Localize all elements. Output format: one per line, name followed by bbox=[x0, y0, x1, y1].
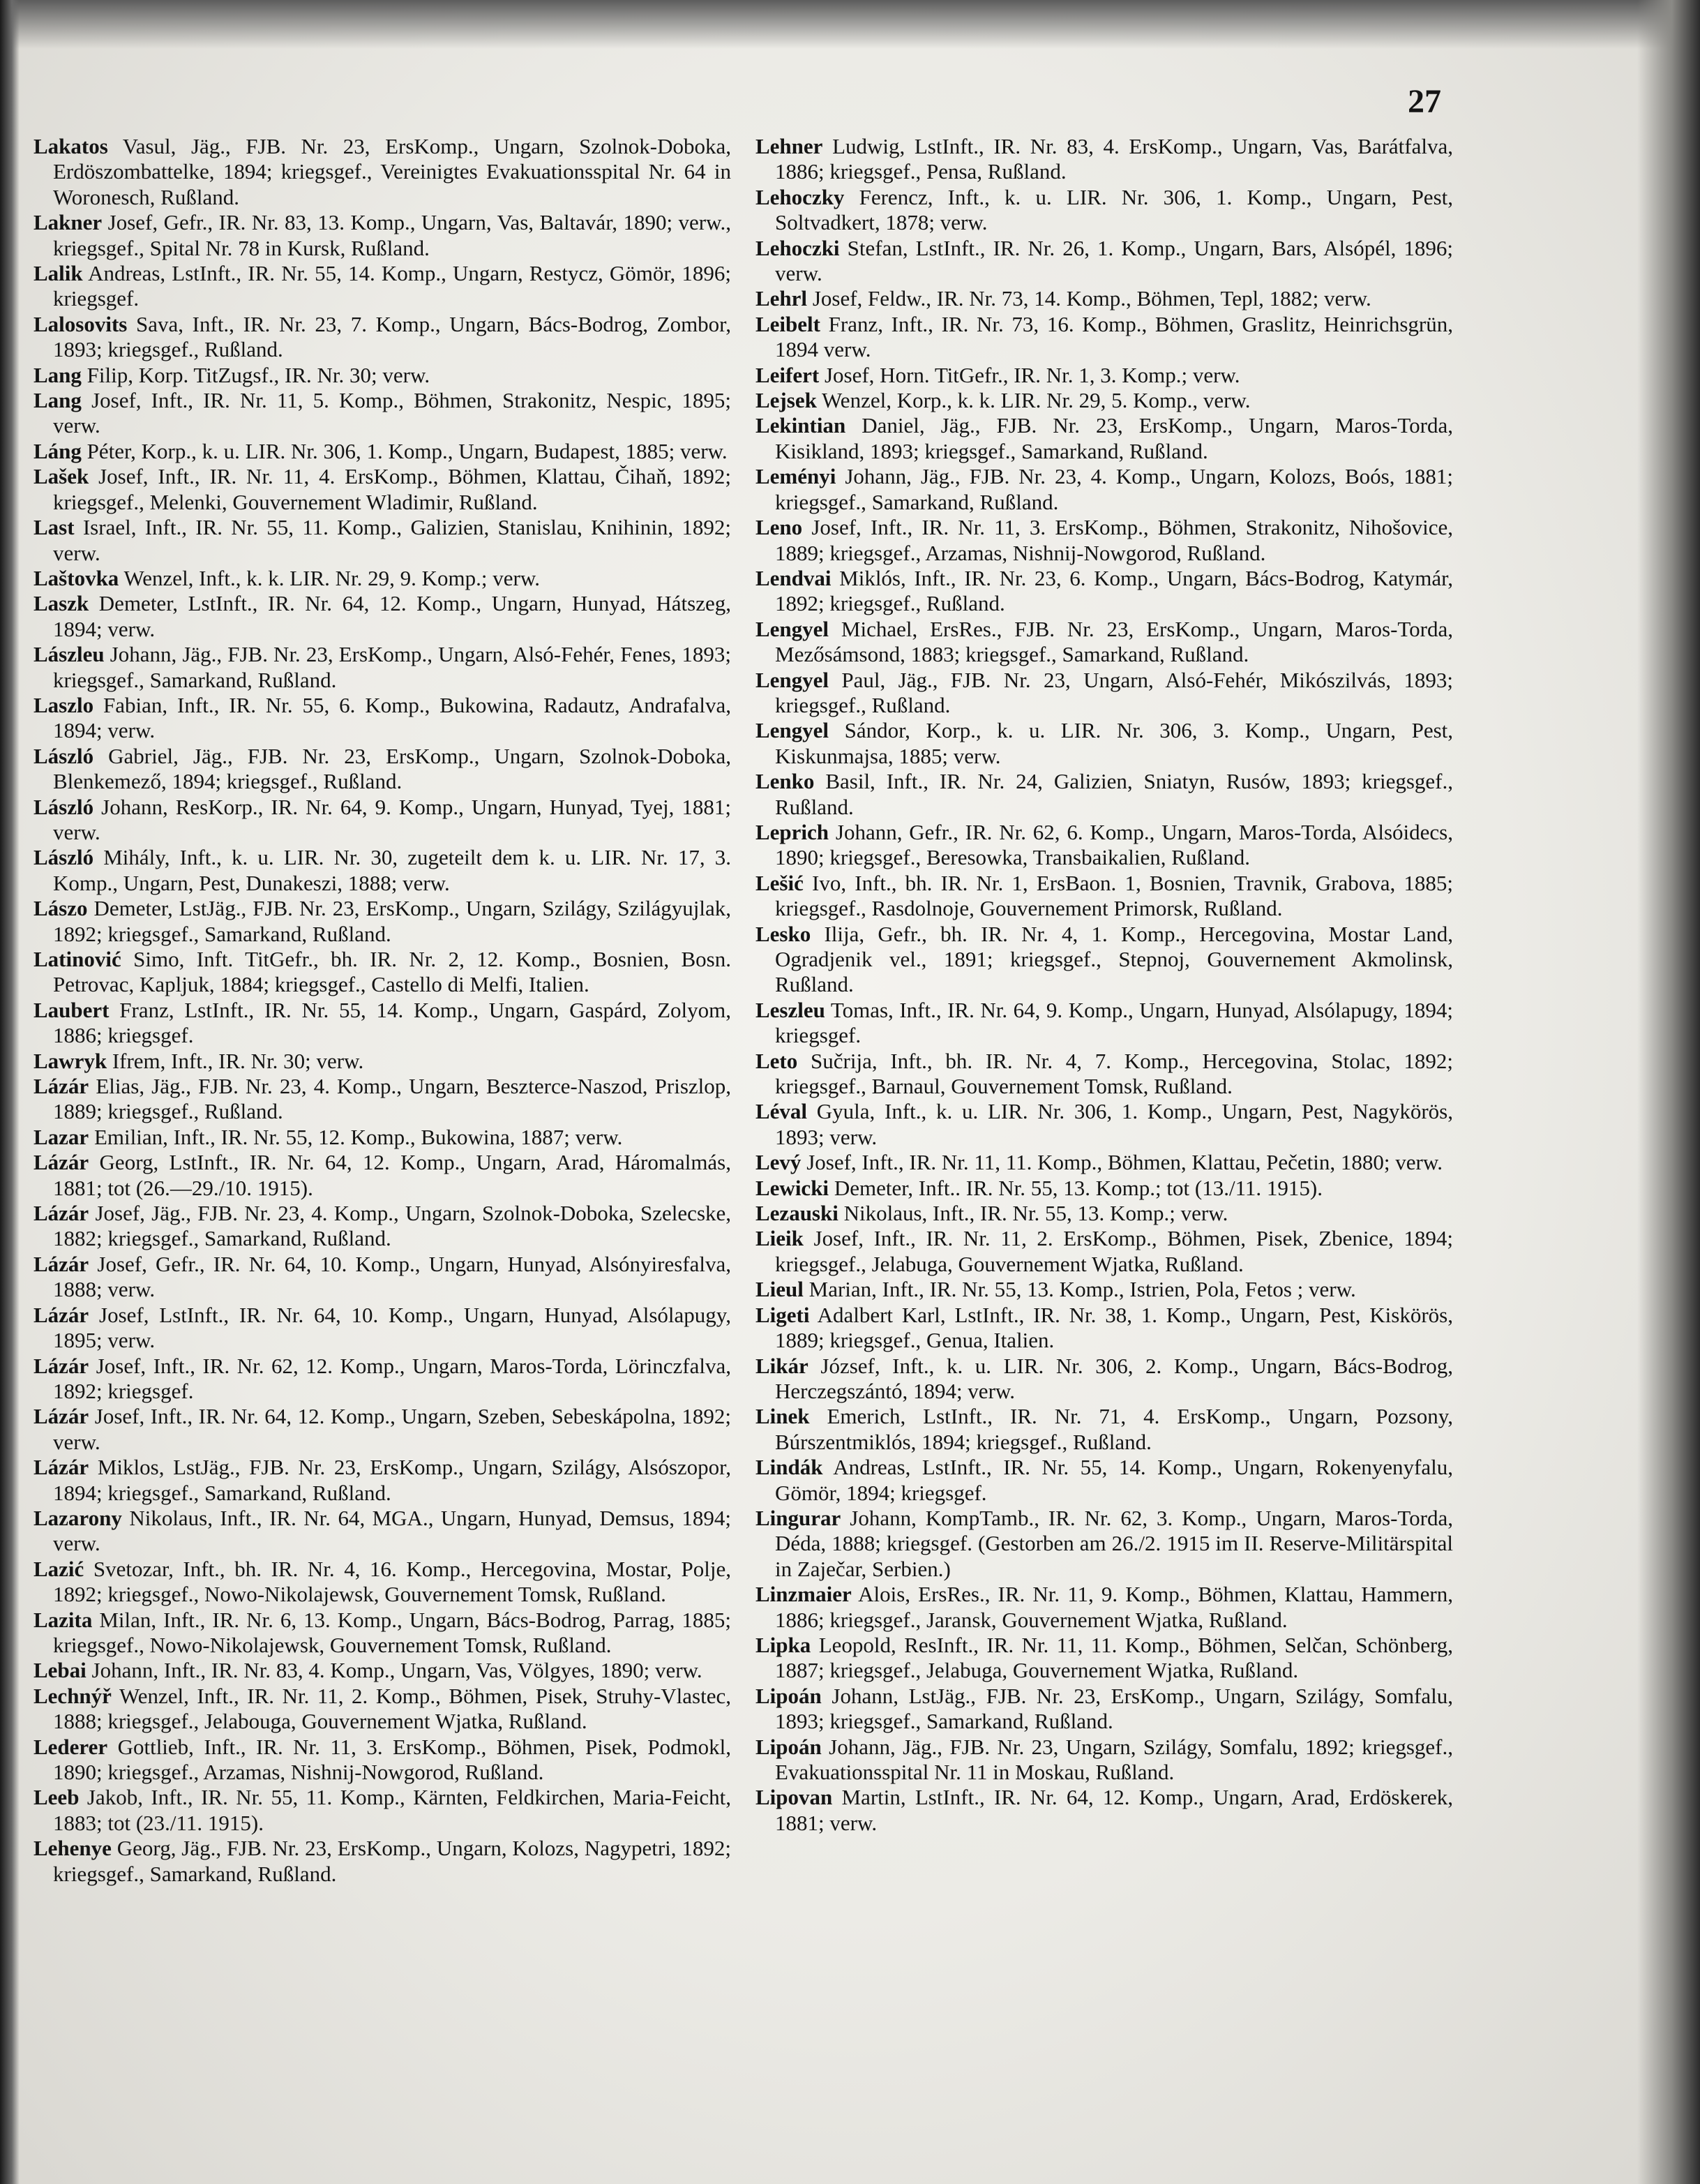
entry-details: Nikolaus, Inft., IR. Nr. 64, MGA., Ungarn, Hunyad, Demsus, 1894; verw. bbox=[53, 1505, 731, 1556]
entry-details: Georg, LstInft., IR. Nr. 64, 12. Komp., Ungarn, Arad, Háromalmás, 1881; tot (26.—29./10. 1915). bbox=[53, 1150, 731, 1200]
entry-surname: Lázár bbox=[33, 1201, 89, 1226]
entry-details: Josef, Inft., IR. Nr. 64, 12. Komp., Ungarn, Szeben, Sebeskápolna, 1892; verw. bbox=[53, 1404, 732, 1454]
entry-surname: Lederer bbox=[33, 1734, 108, 1759]
entry-details: Jakob, Inft., IR. Nr. 55, 11. Komp., Kärnten, Feldkirchen, Maria-Feicht, 1883; tot (23./11. 1915). bbox=[53, 1785, 732, 1835]
scan-shadow-top bbox=[0, 0, 1700, 49]
entry-details: Adalbert Karl, LstInft., IR. Nr. 38, 1. Komp., Ungarn, Pest, Kiskörös, 1889; kriegsgef., Genua, Italien. bbox=[775, 1302, 1453, 1353]
casualty-entry bbox=[33, 642, 731, 693]
casualty-entry bbox=[33, 896, 731, 947]
casualty-entry bbox=[33, 1303, 731, 1354]
casualty-entry bbox=[755, 134, 1453, 185]
entry-surname: Linek bbox=[755, 1404, 810, 1429]
entry-surname: Leszleu bbox=[755, 997, 825, 1022]
entry-surname: Lawryk bbox=[33, 1048, 107, 1073]
casualty-entry bbox=[33, 1557, 731, 1608]
entry-details: Andreas, LstInft., IR. Nr. 55, 14. Komp., Ungarn, Restycz, Gömör, 1896; kriegsgef. bbox=[53, 261, 731, 311]
casualty-entry bbox=[33, 210, 731, 261]
entry-surname: Lehoczki bbox=[755, 235, 840, 260]
entry-surname: Lázár bbox=[33, 1074, 89, 1099]
entry-details: Johann, ResKorp., IR. Nr. 64, 9. Komp., Ungarn, Hunyad, Tyej, 1881; verw. bbox=[53, 794, 732, 844]
entry-surname: Láng bbox=[33, 438, 82, 463]
entry-surname: László bbox=[33, 845, 94, 870]
entry-details: Josef, Inft., IR. Nr. 11, 4. ErsKomp., Böhmen, Klattau, Čihaň, 1892; kriegsgef., Melenki, Gouvernement Wladimir, Rußland. bbox=[53, 464, 732, 514]
casualty-entry bbox=[755, 1201, 1453, 1226]
casualty-entry bbox=[755, 1785, 1453, 1836]
entry-surname: Lieik bbox=[755, 1226, 804, 1251]
entry-details: Simo, Inft. TitGefr., bh. IR. Nr. 2, 12. Komp., Bosnien, Bosn. Petrovac, Kapljuk, 1884; kriegsgef., Castello di Melfi, Italien. bbox=[53, 947, 731, 997]
entry-details: Johann, KompTamb., IR. Nr. 62, 3. Komp., Ungarn, Maros-Torda, Déda, 1888; kriegsgef. (Gestorben am 26./2. 1915 im II. Reserve-Militärspital in Zaječar, Serbien.) bbox=[775, 1505, 1454, 1581]
entry-details: Josef, Feldw., IR. Nr. 73, 14. Komp., Böhmen, Tepl, 1882; verw. bbox=[812, 286, 1371, 311]
entry-details: Josef, Inft., IR. Nr. 11, 5. Komp., Böhmen, Strakonitz, Nespic, 1895; verw. bbox=[53, 388, 732, 438]
entry-surname: Laszlo bbox=[33, 692, 94, 717]
entry-surname: Leno bbox=[755, 515, 803, 540]
casualty-entry bbox=[755, 871, 1453, 922]
entry-details: Daniel, Jäg., FJB. Nr. 23, ErsKomp., Ungarn, Maros-Torda, Kisikland, 1893; kriegsgef., Samarkand, Rußland. bbox=[775, 413, 1454, 463]
casualty-entry bbox=[755, 1150, 1453, 1175]
entry-details: Alois, ErsRes., IR. Nr. 11, 9. Komp., Böhmen, Klattau, Hammern, 1886; kriegsgef., Jaransk, Gouvernement Wjatka, Rußland. bbox=[775, 1582, 1453, 1632]
casualty-entry bbox=[33, 1252, 731, 1303]
entry-details: Josef, Gefr., IR. Nr. 64, 10. Komp., Ungarn, Hunyad, Alsónyiresfalva, 1888; verw. bbox=[53, 1251, 731, 1302]
entry-details: Leopold, ResInft., IR. Nr. 11, 11. Komp., Böhmen, Selčan, Schönberg, 1887; kriegsgef., Jelabuga, Gouvernement Wjatka, Rußland. bbox=[775, 1632, 1453, 1683]
casualty-entry bbox=[33, 1455, 731, 1506]
entry-surname: Lieul bbox=[755, 1277, 804, 1302]
entry-surname: Lázár bbox=[33, 1404, 89, 1429]
casualty-entry bbox=[755, 363, 1453, 388]
casualty-entry bbox=[755, 718, 1453, 769]
entry-details: Demeter, LstInft., IR. Nr. 64, 12. Komp., Ungarn, Hunyad, Hátszeg, 1894; verw. bbox=[53, 591, 731, 641]
right-column bbox=[755, 134, 1453, 1836]
casualty-entry bbox=[755, 1049, 1453, 1100]
entry-details: Andreas, LstInft., IR. Nr. 55, 14. Komp., Ungarn, Rokenyenyfalu, Gömör, 1894; kriegsgef. bbox=[775, 1455, 1453, 1505]
entry-details: Johann, Jäg., FJB. Nr. 23, ErsKomp., Ungarn, Alsó-Fehér, Fenes, 1893; kriegsgef., Samarkand, Rußland. bbox=[53, 642, 732, 692]
casualty-entry bbox=[33, 1404, 731, 1455]
casualty-entry bbox=[33, 845, 731, 896]
casualty-entry bbox=[33, 998, 731, 1049]
entry-details: Sava, Inft., IR. Nr. 23, 7. Komp., Ungarn, Bács-Bodrog, Zombor, 1893; kriegsgef., Rußland. bbox=[53, 311, 732, 362]
entry-details: Josef, Jäg., FJB. Nr. 23, 4. Komp., Ungarn, Szolnok-Doboka, Szelecske, 1882; kriegsgef., Samarkand, Rußland. bbox=[53, 1201, 732, 1251]
entry-surname: Levý bbox=[755, 1150, 802, 1175]
casualty-entry bbox=[33, 312, 731, 363]
casualty-entry bbox=[33, 464, 731, 515]
entry-surname: Lang bbox=[33, 388, 82, 413]
casualty-entry bbox=[755, 388, 1453, 413]
entry-surname: Lang bbox=[33, 362, 82, 387]
casualty-entry bbox=[755, 464, 1453, 515]
entry-surname: Lazita bbox=[33, 1607, 93, 1632]
entry-surname: Lehoczky bbox=[755, 184, 845, 209]
entry-surname: Lewicki bbox=[755, 1175, 829, 1200]
entry-surname: Lengyel bbox=[755, 616, 829, 641]
casualty-entry bbox=[33, 1074, 731, 1125]
entry-surname: Lászo bbox=[33, 896, 88, 921]
entry-details: Sučrija, Inft., bh. IR. Nr. 4, 7. Komp., Hercegovina, Stolac, 1892; kriegsgef., Barnaul, Gouvernement Tomsk, Rußland. bbox=[775, 1048, 1453, 1099]
entry-surname: Léval bbox=[755, 1099, 808, 1124]
entry-surname: Lenko bbox=[755, 769, 815, 794]
entry-surname: Lazarony bbox=[33, 1505, 122, 1530]
entry-details: Johann, Jäg., FJB. Nr. 23, Ungarn, Szilágy, Somfalu, 1892; kriegsgef., Evakuationsspital Nr. 11 in Moskau, Rußland. bbox=[775, 1734, 1453, 1784]
casualty-entry bbox=[755, 286, 1453, 311]
left-column bbox=[33, 134, 731, 1887]
entry-surname: Lazić bbox=[33, 1556, 84, 1581]
entry-surname: Lesko bbox=[755, 921, 811, 946]
casualty-entry bbox=[755, 1176, 1453, 1201]
entry-details: Josef, LstInft., IR. Nr. 64, 10. Komp., Ungarn, Hunyad, Alsólapugy, 1895; verw. bbox=[53, 1302, 731, 1353]
casualty-entry bbox=[33, 363, 731, 388]
entry-surname: Lalik bbox=[33, 261, 83, 286]
entry-details: Ludwig, LstInft., IR. Nr. 83, 4. ErsKomp., Ungarn, Vas, Barátfalva, 1886; kriegsgef., Pensa, Rußland. bbox=[775, 134, 1454, 184]
entry-details: Fabian, Inft., IR. Nr. 55, 6. Komp., Bukowina, Radautz, Andrafalva, 1894; verw. bbox=[53, 692, 731, 743]
entry-details: Miklós, Inft., IR. Nr. 23, 6. Komp., Ungarn, Bács-Bodrog, Katymár, 1892; kriegsgef., Rußland. bbox=[775, 565, 1453, 616]
entry-details: Stefan, LstInft., IR. Nr. 26, 1. Komp., Ungarn, Bars, Alsópél, 1896; verw. bbox=[775, 235, 1454, 286]
entry-details: Wenzel, Inft., k. k. LIR. Nr. 29, 9. Komp.; verw. bbox=[123, 565, 540, 590]
entry-surname: Lalosovits bbox=[33, 311, 128, 336]
casualty-entry bbox=[755, 668, 1453, 719]
casualty-entry bbox=[755, 1633, 1453, 1684]
casualty-entry bbox=[755, 820, 1453, 871]
entry-surname: Lengyel bbox=[755, 718, 829, 743]
entry-details: Josef, Inft., IR. Nr. 11, 2. ErsKomp., Böhmen, Pisek, Zbenice, 1894; kriegsgef., Jelabuga, Gouvernement Wjatka, Rußland. bbox=[775, 1226, 1454, 1276]
entry-surname: Lešić bbox=[755, 870, 804, 895]
entry-details: Franz, Inft., IR. Nr. 73, 16. Komp., Böhmen, Graslitz, Heinrichsgrün, 1894 verw. bbox=[775, 311, 1453, 362]
casualty-entry bbox=[755, 566, 1453, 617]
entry-details: Johann, Gefr., IR. Nr. 62, 6. Komp., Ungarn, Maros-Torda, Alsóidecs, 1890; kriegsgef., Beresowka, Transbaikalien, Rußland. bbox=[775, 819, 1453, 870]
entry-details: Vasul, Jäg., FJB. Nr. 23, ErsKomp., Ungarn, Szolnok-Doboka, Erdöszombattelke, 1894; kriegsgef., Vereinigtes Evakuationsspital Nr. 64 in Woronesch, Rußland. bbox=[53, 134, 731, 209]
entry-surname: Lengyel bbox=[755, 667, 829, 692]
casualty-entry bbox=[755, 1099, 1453, 1150]
casualty-entry bbox=[755, 998, 1453, 1049]
entry-surname: Lázár bbox=[33, 1353, 89, 1378]
entry-surname: Lindák bbox=[755, 1455, 823, 1480]
casualty-entry bbox=[755, 1582, 1453, 1633]
casualty-entry bbox=[755, 1506, 1453, 1582]
page-number: 27 bbox=[1408, 83, 1441, 120]
casualty-entry bbox=[33, 1684, 731, 1735]
entry-details: Miklos, LstJäg., FJB. Nr. 23, ErsKomp., Ungarn, Szilágy, Alsószopor, 1894; kriegsgef., Samarkand, Rußland. bbox=[53, 1455, 731, 1505]
entry-surname: Lászleu bbox=[33, 642, 105, 667]
entry-details: Gottlieb, Inft., IR. Nr. 11, 3. ErsKomp., Böhmen, Pisek, Podmokl, 1890; kriegsgef., Arzamas, Nishnij-Nowgorod, Rußland. bbox=[53, 1734, 731, 1784]
entry-details: Wenzel, Korp., k. k. LIR. Nr. 29, 5. Komp., verw. bbox=[822, 388, 1251, 413]
entry-surname: Lipovan bbox=[755, 1785, 833, 1810]
casualty-entry bbox=[33, 1836, 731, 1887]
entry-details: Gyula, Inft., k. u. LIR. Nr. 306, 1. Komp., Ungarn, Pest, Nagykörös, 1893; verw. bbox=[775, 1099, 1453, 1149]
entry-details: Sándor, Korp., k. u. LIR. Nr. 306, 3. Komp., Ungarn, Pest, Kiskunmajsa, 1885; verw. bbox=[775, 718, 1454, 768]
entry-surname: Leifert bbox=[755, 362, 820, 387]
entry-surname: Lipka bbox=[755, 1632, 811, 1657]
entry-details: Péter, Korp., k. u. LIR. Nr. 306, 1. Komp., Ungarn, Budapest, 1885; verw. bbox=[86, 438, 728, 463]
entry-surname: Linzmaier bbox=[755, 1582, 852, 1607]
entry-details: Michael, ErsRes., FJB. Nr. 23, ErsKomp., Ungarn, Maros-Torda, Mezősámsond, 1883; kriegsgef., Samarkand, Rußland. bbox=[775, 616, 1453, 667]
entry-surname: Laubert bbox=[33, 997, 110, 1022]
entry-details: Svetozar, Inft., bh. IR. Nr. 4, 16. Komp., Hercegovina, Mostar, Polje, 1892; kriegsgef., Nowo-Nikolajewsk, Gouvernement Tomsk, Rußland. bbox=[53, 1556, 732, 1607]
entry-surname: Lehner bbox=[755, 134, 823, 158]
entry-details: Johann, LstJäg., FJB. Nr. 23, ErsKomp., Ungarn, Szilágy, Somfalu, 1893; kriegsgef., Samarkand, Rußland. bbox=[775, 1683, 1454, 1734]
casualty-entry bbox=[33, 1354, 731, 1405]
casualty-entry bbox=[33, 744, 731, 795]
entry-details: Israel, Inft., IR. Nr. 55, 11. Komp., Galizien, Stanislau, Knihinin, 1892; verw. bbox=[53, 515, 731, 565]
scan-shadow-left bbox=[0, 0, 20, 2184]
casualty-entry bbox=[33, 591, 731, 642]
casualty-entry bbox=[33, 947, 731, 998]
entry-surname: Leprich bbox=[755, 819, 829, 844]
casualty-entry bbox=[755, 1684, 1453, 1735]
entry-surname: Lázár bbox=[33, 1251, 89, 1276]
scan-shadow-right bbox=[1637, 0, 1700, 2184]
casualty-entry bbox=[33, 693, 731, 744]
entry-surname: Lehenye bbox=[33, 1836, 112, 1861]
entry-details: Ivo, Inft., bh. IR. Nr. 1, ErsBaon. 1, Bosnien, Travnik, Grabova, 1885; kriegsgef., Rasdolnoje, Gouvernement Primorsk, Rußland. bbox=[775, 870, 1453, 921]
casualty-entry bbox=[755, 922, 1453, 998]
casualty-entry bbox=[755, 236, 1453, 287]
entry-details: Georg, Jäg., FJB. Nr. 23, ErsKomp., Ungarn, Kolozs, Nagypetri, 1892; kriegsgef., Samarkand, Rußland. bbox=[53, 1836, 731, 1886]
entry-details: Tomas, Inft., IR. Nr. 64, 9. Komp., Ungarn, Hunyad, Alsólapugy, 1894; kriegsgef. bbox=[775, 997, 1453, 1048]
entry-details: Josef, Inft., IR. Nr. 62, 12. Komp., Ungarn, Maros-Torda, Lörinczfalva, 1892; kriegsgef. bbox=[53, 1353, 731, 1403]
casualty-entry bbox=[33, 1785, 731, 1836]
entry-surname: Lendvai bbox=[755, 565, 832, 590]
entry-details: Josef, Horn. TitGefr., IR. Nr. 1, 3. Komp.; verw. bbox=[824, 362, 1240, 387]
entry-details: Josef, Inft., IR. Nr. 11, 3. ErsKomp., Böhmen, Strakonitz, Nihošovice, 1889; kriegsgef., Arzamas, Nishnij-Nowgorod, Rußland. bbox=[775, 515, 1454, 565]
casualty-entry bbox=[33, 515, 731, 566]
casualty-entry bbox=[33, 439, 731, 464]
casualty-entry bbox=[33, 261, 731, 312]
entry-details: Basil, Inft., IR. Nr. 24, Galizien, Sniatyn, Rusów, 1893; kriegsgef., Rußland. bbox=[775, 769, 1453, 819]
entry-details: Emilian, Inft., IR. Nr. 55, 12. Komp., Bukowina, 1887; verw. bbox=[93, 1124, 623, 1149]
entry-details: Filip, Korp. TitZugsf., IR. Nr. 30; verw. bbox=[86, 362, 430, 387]
entry-surname: Lašek bbox=[33, 464, 89, 489]
casualty-entry bbox=[33, 1506, 731, 1557]
entry-surname: Likár bbox=[755, 1353, 808, 1378]
casualty-entry bbox=[33, 1150, 731, 1201]
entry-surname: Lázár bbox=[33, 1455, 89, 1480]
entry-surname: Lázár bbox=[33, 1150, 89, 1175]
entry-details: Paul, Jäg., FJB. Nr. 23, Ungarn, Alsó-Fehér, Mikószilvás, 1893; kriegsgef., Rußland. bbox=[775, 667, 1454, 717]
entry-details: Wenzel, Inft., IR. Nr. 11, 2. Komp., Böhmen, Pisek, Struhy-Vlastec, 1888; kriegsgef., Jelabouga, Gouvernement Wjatka, Rußland. bbox=[53, 1683, 731, 1734]
casualty-entry bbox=[33, 795, 731, 846]
entry-surname: Last bbox=[33, 515, 75, 540]
entry-surname: Lakner bbox=[33, 210, 103, 235]
entry-surname: Ligeti bbox=[755, 1302, 810, 1327]
casualty-entry bbox=[755, 1226, 1453, 1277]
entry-surname: Leeb bbox=[33, 1785, 80, 1810]
entry-surname: Lakatos bbox=[33, 134, 108, 158]
casualty-entry bbox=[33, 1608, 731, 1659]
casualty-entry bbox=[33, 1735, 731, 1786]
casualty-entry bbox=[33, 388, 731, 439]
entry-details: Mihály, Inft., k. u. LIR. Nr. 30, zugeteilt dem k. u. LIR. Nr. 17, 3. Komp., Ungarn, Pest, Dunakeszi, 1888; verw. bbox=[53, 845, 731, 895]
casualty-entry bbox=[755, 1735, 1453, 1786]
entry-surname: Lechnýř bbox=[33, 1683, 112, 1708]
entry-surname: László bbox=[33, 794, 94, 819]
entry-details: Josef, Gefr., IR. Nr. 83, 13. Komp., Ungarn, Vas, Baltavár, 1890; verw., kriegsgef., Spital Nr. 78 in Kursk, Rußland. bbox=[53, 210, 732, 260]
entry-surname: Lehrl bbox=[755, 286, 808, 311]
entry-details: Nikolaus, Inft., IR. Nr. 55, 13. Komp.; verw. bbox=[843, 1201, 1228, 1226]
entry-details: Marian, Inft., IR. Nr. 55, 13. Komp., Istrien, Pola, Fetos ; verw. bbox=[808, 1277, 1356, 1302]
entry-details: József, Inft., k. u. LIR. Nr. 306, 2. Komp., Ungarn, Bács-Bodrog, Herczegszántó, 1894; verw. bbox=[775, 1353, 1454, 1403]
entry-details: Elias, Jäg., FJB. Nr. 23, 4. Komp., Ungarn, Beszterce-Naszod, Priszlop, 1889; kriegsgef., Rußland. bbox=[53, 1074, 732, 1124]
entry-details: Johann, Inft., IR. Nr. 83, 4. Komp., Ungarn, Vas, Völgyes, 1890; verw. bbox=[91, 1658, 702, 1683]
casualty-entry bbox=[755, 617, 1453, 668]
casualty-entry bbox=[33, 134, 731, 210]
entry-surname: Leibelt bbox=[755, 311, 820, 336]
entry-surname: Lebai bbox=[33, 1658, 86, 1683]
casualty-entry bbox=[33, 1125, 731, 1150]
entry-surname: Lejsek bbox=[755, 388, 817, 413]
entry-surname: Lazar bbox=[33, 1124, 89, 1149]
entry-details: Ifrem, Inft., IR. Nr. 30; verw. bbox=[112, 1048, 364, 1073]
entry-details: Johann, Jäg., FJB. Nr. 23, 4. Komp., Ungarn, Kolozs, Boós, 1881; kriegsgef., Samarkand, Rußland. bbox=[775, 464, 1454, 514]
entry-surname: Lezauski bbox=[755, 1201, 838, 1226]
entry-surname: Lipoán bbox=[755, 1683, 822, 1708]
entry-details: Ferencz, Inft., k. u. LIR. Nr. 306, 1. Komp., Ungarn, Pest, Soltvadkert, 1878; verw. bbox=[775, 184, 1453, 235]
casualty-entry bbox=[33, 1658, 731, 1683]
entry-details: Gabriel, Jäg., FJB. Nr. 23, ErsKomp., Ungarn, Szolnok-Doboka, Blenkemező, 1894; kriegsgef., Rußland. bbox=[53, 743, 731, 794]
casualty-entry bbox=[33, 1049, 731, 1074]
entry-surname: László bbox=[33, 743, 94, 768]
casualty-entry bbox=[33, 1201, 731, 1252]
entry-surname: Laszk bbox=[33, 591, 89, 616]
entry-details: Demeter, Inft.. IR. Nr. 55, 13. Komp.; tot (13./11. 1915). bbox=[834, 1175, 1323, 1200]
entry-details: Franz, LstInft., IR. Nr. 55, 14. Komp., Ungarn, Gaspárd, Zolyom, 1886; kriegsgef. bbox=[53, 997, 731, 1048]
casualty-entry bbox=[755, 515, 1453, 566]
entry-surname: Leményi bbox=[755, 464, 836, 489]
casualty-entry bbox=[755, 1404, 1453, 1455]
casualty-entry bbox=[755, 1455, 1453, 1506]
casualty-entry bbox=[755, 185, 1453, 236]
entry-surname: Lekintian bbox=[755, 413, 846, 438]
entry-details: Milan, Inft., IR. Nr. 6, 13. Komp., Ungarn, Bács-Bodrog, Parrag, 1885; kriegsgef., Nowo-Nikolajewsk, Gouvernement Tomsk, Rußland. bbox=[53, 1607, 731, 1657]
entry-surname: Lázár bbox=[33, 1302, 89, 1327]
entry-details: Ilija, Gefr., bh. IR. Nr. 4, 1. Komp., Hercegovina, Mostar Land, Ogradjenik vel., 1891; kriegsgef., Stepnoj, Gouvernement Akmolinsk, Rußland. bbox=[775, 921, 1453, 997]
entry-surname: Laštovka bbox=[33, 565, 119, 590]
casualty-entry bbox=[755, 413, 1453, 464]
entry-surname: Latinović bbox=[33, 947, 121, 971]
entry-details: Demeter, LstJäg., FJB. Nr. 23, ErsKomp., Ungarn, Szilágy, Szilágyujlak, 1892; kriegsgef., Samarkand, Rußland. bbox=[53, 896, 732, 946]
entry-details: Josef, Inft., IR. Nr. 11, 11. Komp., Böhmen, Klattau, Pečetin, 1880; verw. bbox=[806, 1150, 1443, 1175]
entry-surname: Lipoán bbox=[755, 1734, 822, 1759]
entry-details: Emerich, LstInft., IR. Nr. 71, 4. ErsKomp., Ungarn, Pozsony, Búrszentmiklós, 1894; kriegsgef., Rußland. bbox=[775, 1404, 1453, 1454]
casualty-entry bbox=[755, 312, 1453, 363]
entry-surname: Lingurar bbox=[755, 1505, 841, 1530]
casualty-entry bbox=[755, 1303, 1453, 1354]
entry-surname: Leto bbox=[755, 1048, 798, 1073]
casualty-entry bbox=[755, 1277, 1453, 1302]
entry-details: Martin, LstInft., IR. Nr. 64, 12. Komp., Ungarn, Arad, Erdöskerek, 1881; verw. bbox=[775, 1785, 1454, 1835]
casualty-entry bbox=[33, 566, 731, 591]
casualty-entry bbox=[755, 769, 1453, 820]
casualty-entry bbox=[755, 1354, 1453, 1405]
